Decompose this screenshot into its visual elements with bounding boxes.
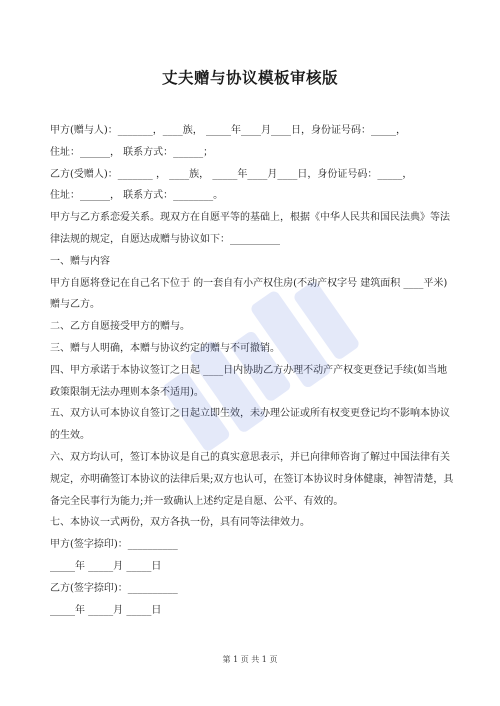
page-footer: 第 1 页 共 1 页 [222, 655, 278, 664]
clause-6: 六、双方均认可，签订本协议是自己的真实意思表示，并已向律师咨询了解过中国法律有关规定，亦明确签订本协议的法律后果;双方也认可，在签订本协议时身体健康，神智清楚，具备完全民事行为能力;并一致确认上述约定是自愿、公平、有效的。 [50, 451, 454, 507]
clause-4: 四、甲方承诺于本协议签订之日起 ____日内协助乙方办理不动产产权变更登记手续(如当地政策限制无法办理则本条不适用)。 [50, 364, 448, 398]
clause-3: 三、赠与人明确，本赠与协议约定的赠与不可撤销。 [50, 342, 280, 354]
clause-1-content: 甲方自愿将登记在自己名下位于 的一套自有小产权住房(不动产权字号 建筑面积 ____平米)赠与乙方。 [50, 277, 448, 311]
clause-1-heading: 一、赠与内容 [50, 255, 110, 267]
party-b-address: 住址：______， 联系方式：________。 [50, 190, 224, 202]
agreement-body [50, 120, 456, 621]
clause-7: 七、本协议一式两份，双方各执一份，具有同等法律效力。 [50, 517, 310, 529]
clause-2: 二、乙方自愿接受甲方的赠与。 [50, 321, 190, 333]
party-b-info: 乙方(受赠人)：_______ ， ____族， _____年____月____日，身份证号码：_____， [50, 168, 413, 180]
page-title: 丈夫赠与协议模板审核版 [161, 69, 338, 87]
clause-5: 五、双方认可本协议自签订之日起立即生效，未办理公证或所有权变更登记均不影响本协议的生效。 [50, 408, 450, 442]
party-a-address: 住址：______， 联系方式：______； [50, 146, 214, 158]
preamble-paragraph: 甲方与乙方系恋爱关系。现双方在自愿平等的基础上，根据《中华人民共和国民法典》等法律法规的规定，自愿达成赠与协议如下：__________ [50, 212, 450, 245]
party-b-signature: 乙方(签字捺印)：__________ [50, 582, 178, 594]
party-a-info: 甲方(赠与人)：_______，____族， _____年____月____日，身份证号码：_____， [50, 125, 406, 136]
party-b-date: _____年 _____月 _____日 [50, 604, 162, 616]
party-a-date: _____年 _____月 _____日 [50, 560, 162, 572]
party-a-signature: 甲方(签字捺印)：__________ [50, 539, 178, 551]
